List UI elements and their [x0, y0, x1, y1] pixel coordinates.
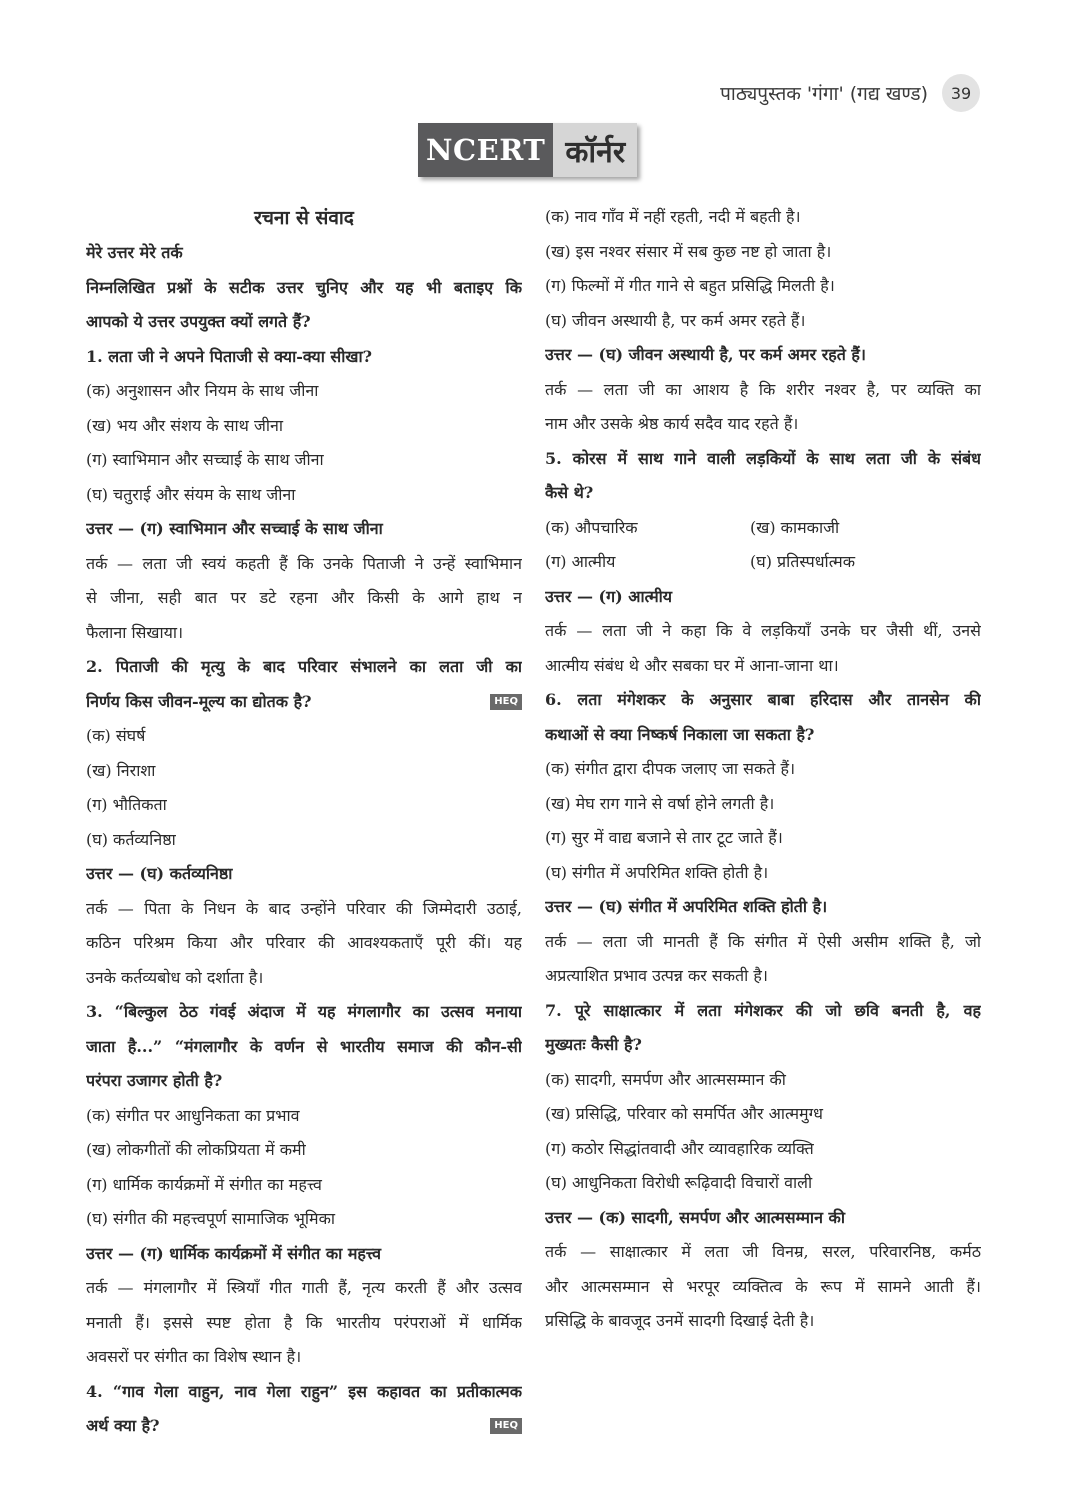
question-6: 6. लता मंगेशकर के अनुसार बाबा हरिदास और तानसेन की: [545, 690, 981, 709]
heq-badge: HEQ: [490, 1418, 522, 1434]
reason-line: मनाती हैं। इससे स्पष्ट होता है कि भारतीय परंपराओं में धार्मिक: [86, 1312, 522, 1332]
option: (घ) आधुनिकता विरोधी रूढ़िवादी विचारों वाली: [545, 1173, 813, 1192]
book-title: पाठ्यपुस्तक 'गंगा' (गद्य खण्ड): [720, 83, 928, 105]
question-7-line: मुख्यतः कैसी है?: [545, 1035, 642, 1054]
question-5-line: कैसे थे?: [545, 483, 594, 502]
section-title: रचना से संवाद: [254, 207, 354, 229]
option: (क) औपचारिक: [545, 517, 638, 537]
option: (ग) सुर में वाद्य बजाने से तार टूट जाते हैं।: [545, 828, 783, 847]
option: (घ) संगीत में अपरिमित शक्ति होती है।: [545, 862, 769, 882]
option-row: [545, 511, 981, 546]
reason-line: अप्रत्याशित प्रभाव उत्पन्न कर सकती है।: [545, 966, 768, 985]
reason-line: कठिन परिश्रम किया और परिवार की आवश्यकताएँ पूरी कीं। यह: [86, 933, 522, 952]
question-2: 2. पिताजी की मृत्यु के बाद परिवार संभालने का लता जी का: [86, 657, 522, 676]
option: (ख) कामकाजी: [750, 517, 840, 537]
intro-line: निम्नलिखित प्रश्नों के सटीक उत्तर चुनिए और यह भी बताइए कि: [86, 277, 522, 297]
reason-line: तर्क — मंगलागौर में स्त्रियाँ गीत गाती हैं, नृत्य करती हैं और उत्सव: [86, 1278, 522, 1297]
right-column: [545, 200, 981, 1339]
option: (ग) धार्मिक कार्यक्रमों में संगीत का महत्त्व: [86, 1174, 322, 1194]
reason-line: उनके कर्तव्यबोध को दर्शाता है।: [86, 967, 264, 987]
option: (ख) इस नश्वर संसार में सब कुछ नष्ट हो जाता है।: [545, 241, 832, 261]
answer: उत्तर — (क) सादगी, समर्पण और आत्मसम्मान की: [545, 1207, 845, 1227]
reason-line: तर्क — लता जी मानती हैं कि संगीत में ऐसी असीम शक्ति है, जो: [545, 931, 981, 951]
option: (ग) कठोर सिद्धांतवादी और व्यावहारिक व्यक्ति: [545, 1138, 814, 1158]
reason-line: तर्क — लता जी स्वयं कहती हैं कि उनके पिताजी ने उन्हें स्वाभिमान: [86, 553, 522, 573]
option: (क) सादगी, समर्पण और आत्मसम्मान की: [545, 1069, 786, 1089]
answer: उत्तर — (घ) जीवन अस्थायी है, पर कर्म अमर रहते हैं।: [545, 345, 866, 364]
question-3: 3. “बिल्कुल ठेठ गंवई अंदाज में यह मंगलागौर का उत्सव मनाया: [86, 1002, 522, 1021]
option: (क) संघर्ष: [86, 726, 146, 745]
reason-line: फैलाना सिखाया।: [86, 622, 184, 642]
option: (ख) मेघ राग गाने से वर्षा होने लगती है।: [545, 793, 775, 813]
reason-line: तर्क — लता जी का आशय है कि शरीर नश्वर है, पर व्यक्ति का: [545, 379, 981, 399]
answer: उत्तर — (ग) स्वाभिमान और सच्चाई के साथ जीना: [86, 519, 383, 538]
option: (क) संगीत पर आधुनिकता का प्रभाव: [86, 1105, 300, 1125]
question-6-line: कथाओं से क्या निष्कर्ष निकाला जा सकता है?: [545, 724, 815, 744]
reason-line: से जीना, सही बात पर डटे रहना और किसी के आगे हाथ न: [86, 588, 522, 607]
answer: उत्तर — (ग) धार्मिक कार्यक्रमों में संगीत का महत्त्व: [86, 1243, 381, 1263]
question-text: अर्थ क्या है?: [86, 1416, 160, 1436]
ncert-corner-banner: [418, 123, 637, 177]
question-1: 1. लता जी ने अपने पिताजी से क्या-क्या सीखा?: [86, 346, 372, 366]
option: (ग) भौतिकता: [86, 795, 167, 814]
option: (ग) आत्मीय: [545, 552, 616, 571]
intro-line: आपको ये उत्तर उपयुक्त क्यों लगते हैं?: [86, 312, 311, 331]
question-3-line: परंपरा उजागर होती है?: [86, 1071, 223, 1090]
banner-corner: कॉर्नर: [553, 123, 637, 177]
subsection-title: मेरे उत्तर मेरे तर्क: [86, 243, 183, 262]
option: (घ) कर्तव्यनिष्ठा: [86, 829, 176, 849]
question-4: 4. “गाव गेला वाहुन, नाव गेला राहुन” इस कहावत का प्रतीकात्मक: [86, 1381, 522, 1401]
reason-line: तर्क — साक्षात्कार में लता जी विनम्र, सरल, परिवारनिष्ठ, कर्मठ: [545, 1242, 981, 1261]
option: (ग) स्वाभिमान और सच्चाई के साथ जीना: [86, 450, 324, 469]
reason-line: तर्क — पिता के निधन के बाद उन्होंने परिवार की जिम्मेदारी उठाई,: [86, 898, 522, 918]
heq-badge: HEQ: [490, 694, 522, 710]
option: (ग) फिल्मों में गीत गाने से बहुत प्रसिद्धि मिलती है।: [545, 276, 835, 295]
question-7: 7. पूरे साक्षात्कार में लता मंगेशकर की जो छवि बनती है, वह: [545, 1000, 981, 1020]
option: (क) अनुशासन और नियम के साथ जीना: [86, 381, 319, 400]
option: (क) नाव गाँव में नहीं रहती, नदी में बहती है।: [545, 207, 801, 226]
reason-line: और आत्मसम्मान से भरपूर व्यक्तित्व के रूप में सामने आती हैं।: [545, 1276, 981, 1296]
reason-line: आत्मीय संबंध थे और सबका घर में आना-जाना था।: [545, 655, 839, 675]
banner-ncert: NCERT: [418, 123, 553, 177]
page-number: 39: [942, 74, 980, 112]
reason-line: नाम और उसके श्रेष्ठ कार्य सदैव याद रहते हैं।: [545, 414, 799, 433]
question-text: निर्णय किस जीवन-मूल्य का द्योतक है?: [86, 691, 312, 711]
question-3-line: जाता है...” “मंगलागौर के वर्णन से भारतीय समाज की कौन-सी: [86, 1036, 522, 1056]
option: (ख) निराशा: [86, 760, 156, 780]
option: (घ) चतुराई और संयम के साथ जीना: [86, 484, 296, 504]
option: (ख) भय और संशय के साथ जीना: [86, 415, 284, 435]
option-row: [545, 545, 981, 580]
running-header: [720, 74, 980, 112]
reason-line: अवसरों पर संगीत का विशेष स्थान है।: [86, 1347, 302, 1366]
option: (घ) जीवन अस्थायी है, पर कर्म अमर रहते हैं।: [545, 310, 806, 330]
option: (घ) संगीत की महत्त्वपूर्ण सामाजिक भूमिका: [86, 1209, 336, 1228]
question-5: 5. कोरस में साथ गाने वाली लड़कियों के साथ लता जी के संबंध: [545, 448, 981, 468]
answer: उत्तर — (ग) आत्मीय: [545, 586, 673, 606]
reason-line: प्रसिद्धि के बावजूद उनमें सादगी दिखाई देती है।: [545, 1311, 815, 1330]
left-column: [86, 200, 522, 1444]
answer: उत्तर — (घ) कर्तव्यनिष्ठा: [86, 864, 233, 883]
reason-line: तर्क — लता जी ने कहा कि वे लड़कियाँ उनके घर जैसी थीं, उनसे: [545, 621, 981, 640]
option: (घ) प्रतिस्पर्धात्मक: [750, 552, 856, 571]
option: (ख) लोकगीतों की लोकप्रियता में कमी: [86, 1140, 306, 1159]
question-4-line: [86, 1409, 522, 1444]
option: (ख) प्रसिद्धि, परिवार को समर्पित और आत्ममुग्ध: [545, 1104, 823, 1123]
answer: उत्तर — (घ) संगीत में अपरिमित शक्ति होती है।: [545, 897, 828, 916]
question-2-line: [86, 685, 522, 720]
option: (क) संगीत द्वारा दीपक जलाए जा सकते हैं।: [545, 759, 796, 778]
